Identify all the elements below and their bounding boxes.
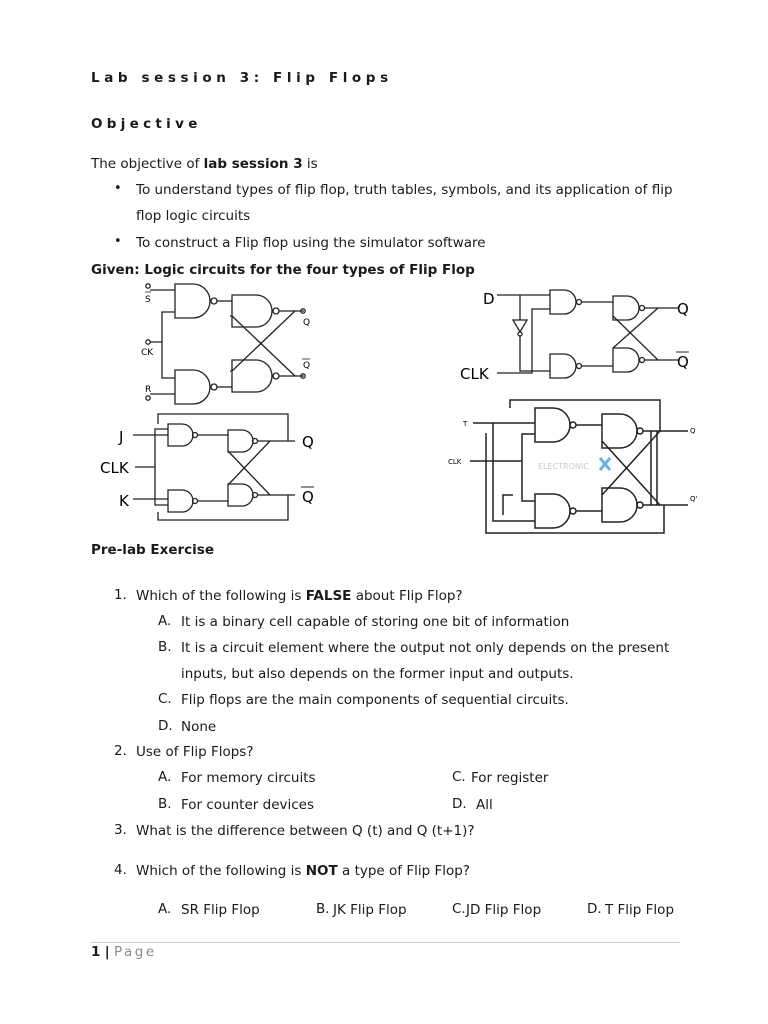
sr-label-r: R: [145, 385, 152, 395]
q4-option-letter: B.: [316, 901, 330, 917]
q4-option-letter: C.: [452, 901, 466, 917]
prelab-heading: Pre-lab Exercise: [91, 542, 214, 558]
q2-option-a: For memory circuits: [181, 770, 316, 786]
question-3-number: 3.: [114, 822, 127, 838]
q1-option-d: None: [181, 719, 217, 735]
d-label-qbar: Q: [677, 353, 689, 371]
q4-option-c: JD Flip Flop: [466, 902, 542, 918]
jk-label-clk: CLK: [100, 459, 129, 477]
t-watermark-mark: [600, 458, 610, 470]
footer-rule: [91, 942, 680, 943]
t-label-q: Q: [690, 427, 696, 435]
jk-label-j: J: [119, 428, 124, 446]
t-label-t: T: [463, 420, 468, 428]
t-flip-flop-diagram: [445, 398, 705, 536]
q1-option-b-cont: inputs, but also depends on the former input and outputs.: [181, 666, 574, 682]
jk-label-k: K: [119, 492, 129, 510]
page-footer: 1 | Page: [91, 944, 157, 960]
document-title: Lab session 3: Flip Flops: [91, 70, 393, 86]
q4-option-letter: A.: [158, 901, 172, 917]
q1-option-letter: A.: [158, 613, 172, 629]
t-label-clk: CLK: [448, 458, 462, 466]
q4-option-letter: D.: [587, 901, 602, 917]
q2-option-letter: A.: [158, 769, 172, 785]
bullet-2: To construct a Flip flop using the simulator software: [136, 235, 486, 251]
q1-option-letter: B.: [158, 639, 172, 655]
given-heading: Given: Logic circuits for the four types of Flip Flop: [91, 262, 475, 278]
q2-option-d: All: [476, 797, 493, 813]
q2-option-b: For counter devices: [181, 797, 314, 813]
jk-label-q: Q: [302, 433, 314, 451]
objective-heading: Objective: [91, 116, 202, 132]
t-watermark: ELECTRONIC: [538, 462, 589, 471]
question-2-text: Use of Flip Flops?: [136, 744, 254, 760]
sr-label-q: Q: [303, 318, 311, 328]
q2-option-letter: D.: [452, 796, 467, 812]
jk-flip-flop-diagram: [95, 410, 335, 525]
sr-label-ck: CK: [141, 348, 154, 358]
q1-option-c: Flip flops are the main components of sequential circuits.: [181, 692, 569, 708]
d-label-q: Q: [677, 300, 689, 318]
q1-option-letter: D.: [158, 718, 173, 734]
sr-label-qbar: Q: [303, 361, 311, 371]
q2-option-c: For register: [471, 770, 549, 786]
q1-option-letter: C.: [158, 691, 172, 707]
question-4-number: 4.: [114, 862, 127, 878]
question-1-text: Which of the following is FALSE about Flip Flop?: [136, 588, 463, 604]
d-label-d: D: [483, 290, 495, 308]
question-1-number: 1.: [114, 587, 127, 603]
q1-option-a: It is a binary cell capable of storing one bit of information: [181, 614, 570, 630]
bullet-1-line-2: flop logic circuits: [136, 208, 251, 224]
q4-option-b: JK Flip Flop: [333, 902, 407, 918]
q4-option-d: T Flip Flop: [605, 902, 675, 918]
q2-option-letter: C.: [452, 769, 466, 785]
sr-label-s: S: [145, 295, 151, 305]
t-label-qprime: Q': [690, 495, 698, 503]
d-label-clk: CLK: [460, 365, 489, 383]
intro-paragraph: The objective of lab session 3 is: [91, 156, 318, 172]
question-4-text: Which of the following is NOT a type of Flip Flop?: [136, 863, 470, 879]
d-flip-flop-diagram: [455, 282, 700, 392]
jk-label-qbar: Q: [302, 488, 314, 506]
question-2-number: 2.: [114, 743, 127, 759]
q1-option-b: It is a circuit element where the output not only depends on the present: [181, 640, 670, 656]
q4-option-a: SR Flip Flop: [181, 902, 260, 918]
sr-flip-flop-diagram: [135, 280, 325, 405]
q2-option-letter: B.: [158, 796, 172, 812]
question-3-text: What is the difference between Q (t) and Q (t+1)?: [136, 823, 475, 839]
bullet-1-line-1: To understand types of flip flop, truth tables, symbols, and its application of flip: [136, 182, 673, 198]
bullet-marker: •: [114, 181, 122, 196]
bullet-marker: •: [114, 234, 122, 249]
